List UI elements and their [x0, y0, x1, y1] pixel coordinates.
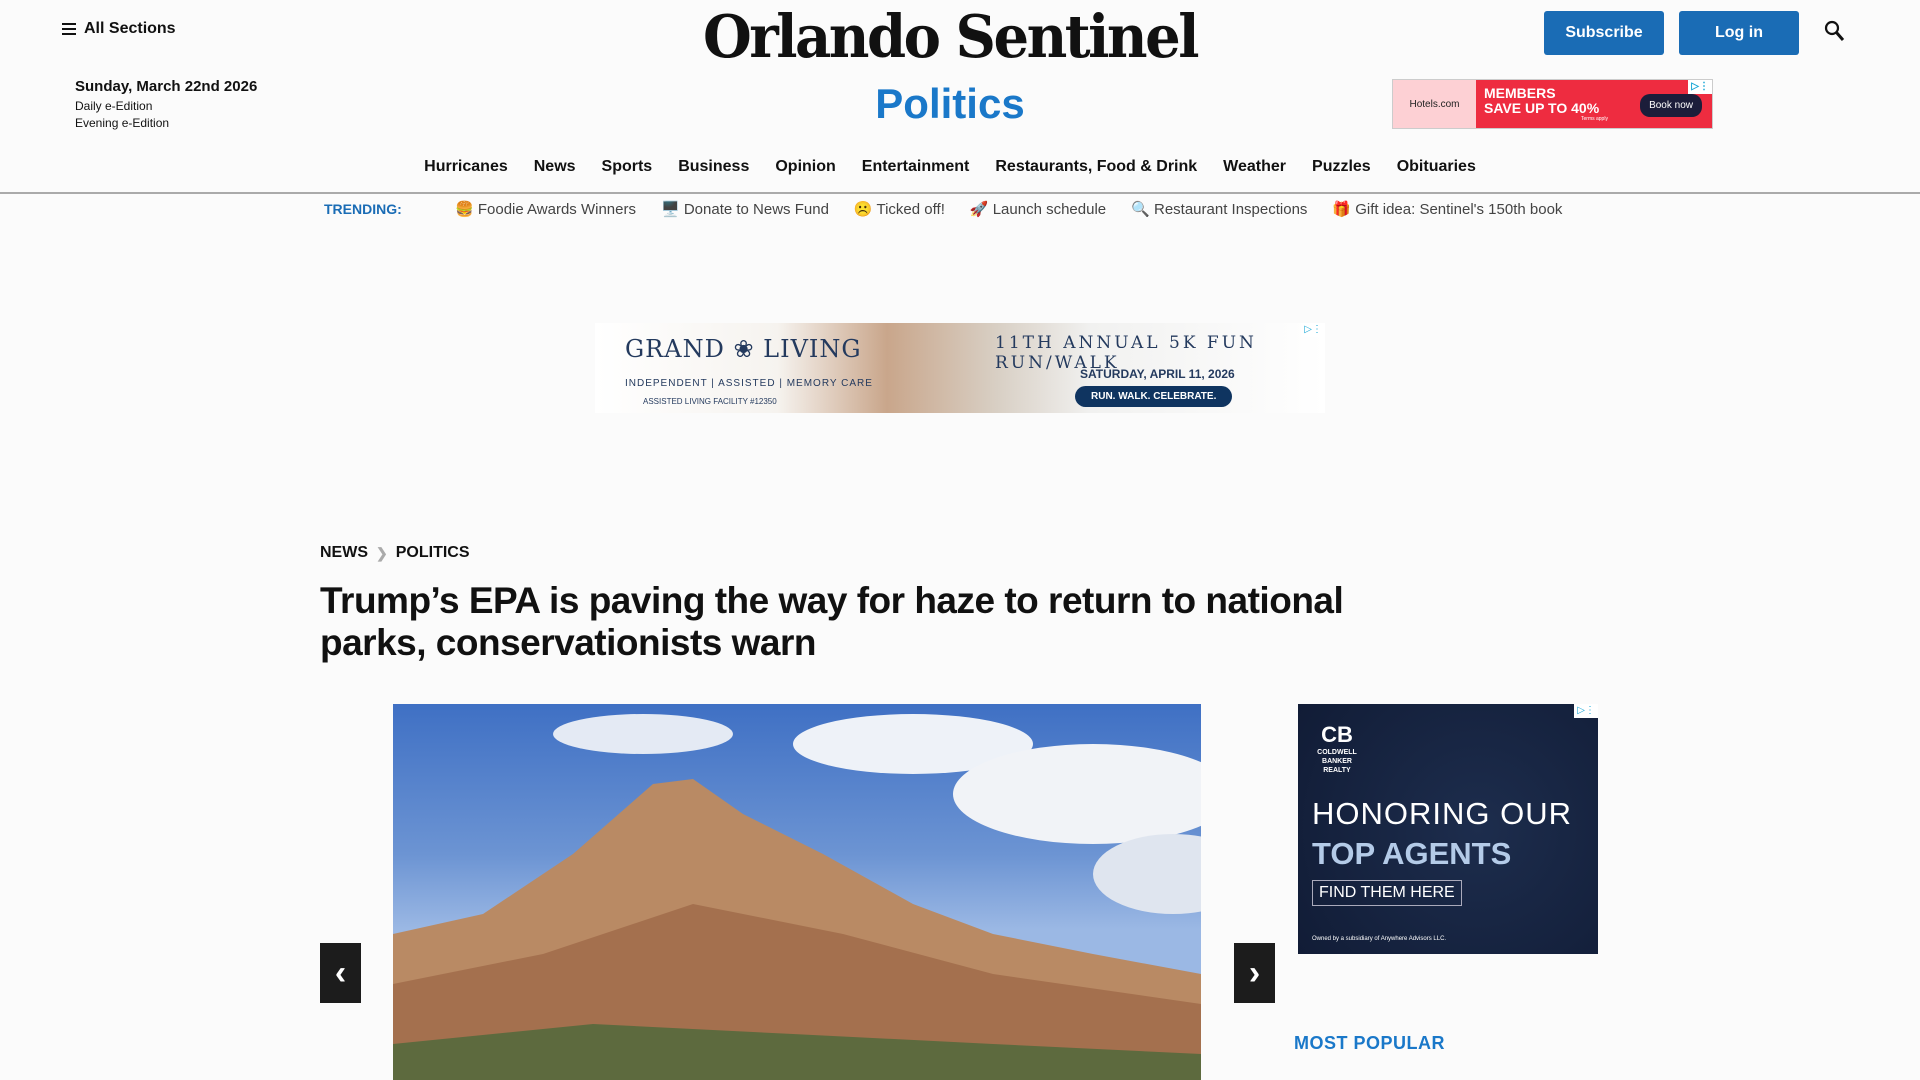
- ad-line1: HONORING OUR: [1312, 796, 1572, 831]
- ad-line2: SAVE UP TO 40%: [1484, 100, 1600, 116]
- trending-item[interactable]: ☹️ Ticked off!: [853, 201, 945, 218]
- edition-date: Sunday, March 22nd 2026: [75, 78, 258, 95]
- ad-line1: MEMBERS: [1484, 85, 1556, 101]
- chevron-left-icon: ‹: [334, 953, 347, 992]
- ad-brand: COLDWELL BANKER REALTY: [1317, 749, 1357, 774]
- trending-item[interactable]: 🔍 Restaurant Inspections: [1131, 201, 1308, 218]
- adchoices-icon[interactable]: ▷⋮: [1574, 704, 1598, 718]
- trending-list: [455, 200, 1562, 218]
- breadcrumb-politics[interactable]: POLITICS: [395, 544, 470, 561]
- ad-event: 11TH ANNUAL 5K FUN RUN/WALK: [995, 333, 1257, 373]
- trending-label: TRENDING:: [324, 201, 402, 217]
- ad-date: SATURDAY, APRIL 11, 2026: [1080, 367, 1235, 381]
- nav-sports[interactable]: Sports: [601, 158, 653, 175]
- breadcrumb: [320, 544, 470, 562]
- ad-line2: TOP AGENTS: [1312, 836, 1512, 871]
- login-button[interactable]: Log in: [1679, 11, 1799, 55]
- trending-item[interactable]: 🖥️ Donate to News Fund: [660, 201, 829, 218]
- nav-business[interactable]: Business: [678, 158, 750, 175]
- evening-edition-link[interactable]: Evening e-Edition: [75, 116, 170, 130]
- ad-cta[interactable]: FIND THEM HERE: [1312, 880, 1462, 906]
- section-title: Politics: [875, 80, 1025, 127]
- next-photo-button[interactable]: [1234, 943, 1275, 1003]
- nav-obituaries[interactable]: Obituaries: [1396, 158, 1476, 175]
- adchoices-icon[interactable]: ▷⋮: [1688, 80, 1712, 94]
- nav-divider: [0, 192, 1920, 194]
- ad-terms: Terms apply: [1581, 116, 1608, 122]
- article-photo: [393, 704, 1201, 1080]
- ad-care: INDEPENDENT | ASSISTED | MEMORY CARE: [625, 378, 873, 389]
- all-sections-label: All Sections: [84, 20, 176, 37]
- nav-entertainment[interactable]: Entertainment: [861, 158, 970, 175]
- site-logo[interactable]: Orlando Sentinel: [702, 2, 1198, 72]
- trending-item[interactable]: 🚀 Launch schedule: [969, 201, 1107, 218]
- subscribe-button[interactable]: Subscribe: [1544, 11, 1664, 55]
- adchoices-icon[interactable]: ▷⋮: [1301, 323, 1325, 337]
- banner-ad[interactable]: [595, 323, 1325, 413]
- breadcrumb-news[interactable]: NEWS: [320, 544, 368, 561]
- ad-brand: GRAND ❀ LIVING: [625, 335, 862, 363]
- mountain-image: [393, 704, 1201, 1080]
- cb-logo-icon: CB: [1321, 722, 1353, 747]
- hotels-ad[interactable]: [1392, 79, 1713, 129]
- nav-opinion[interactable]: Opinion: [775, 158, 836, 175]
- side-ad[interactable]: [1298, 704, 1598, 954]
- search-icon[interactable]: [1824, 20, 1846, 42]
- ad-brand: Hotels.com: [1393, 80, 1476, 128]
- prev-photo-button[interactable]: [320, 943, 361, 1003]
- book-now-button[interactable]: Book now: [1640, 94, 1702, 117]
- nav-puzzles[interactable]: Puzzles: [1312, 158, 1371, 175]
- most-popular-heading: MOST POPULAR: [1294, 1033, 1446, 1053]
- article-headline: Trump’s EPA is paving the way for haze to return to national parks, conservationists warn: [320, 580, 1344, 663]
- trending-item[interactable]: 🎁 Gift idea: Sentinel's 150th book: [1332, 201, 1563, 218]
- daily-edition-link[interactable]: Daily e-Edition: [75, 99, 153, 113]
- ad-disclaimer: Owned by a subsidiary of Anywhere Advisors LLC.: [1312, 936, 1447, 942]
- chevron-right-icon: ❯: [376, 544, 388, 561]
- main-nav: [0, 158, 1900, 176]
- chevron-right-icon: ›: [1248, 953, 1261, 992]
- nav-restaurants[interactable]: Restaurants, Food & Drink: [995, 158, 1198, 175]
- nav-hurricanes[interactable]: Hurricanes: [424, 158, 508, 175]
- nav-news[interactable]: News: [533, 158, 576, 175]
- ad-facility: ASSISTED LIVING FACILITY #12350: [643, 397, 777, 406]
- ad-cta[interactable]: RUN. WALK. CELEBRATE.: [1075, 386, 1232, 407]
- trending-item[interactable]: 🍔 Foodie Awards Winners: [455, 201, 636, 218]
- nav-weather[interactable]: Weather: [1223, 158, 1287, 175]
